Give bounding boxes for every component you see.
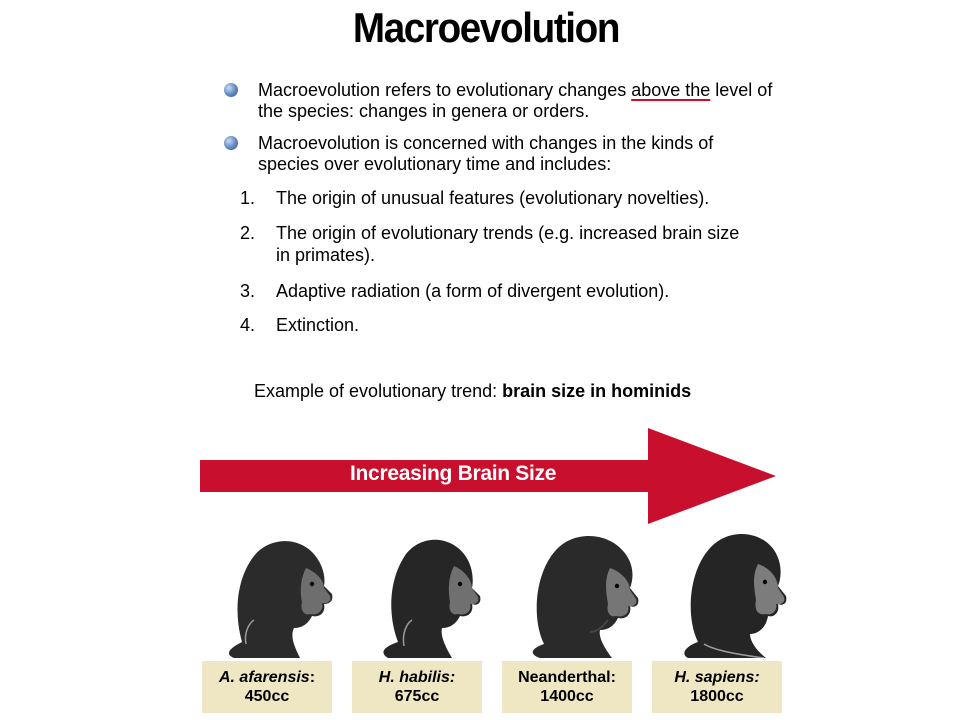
brain-volume: 1400cc: [540, 688, 594, 705]
neanderthal-head-illustration: [522, 524, 642, 658]
bullet-item: [224, 133, 764, 177]
list-text: The origin of unusual features (evolutionary novelties).: [276, 188, 710, 208]
example-prefix: Example of evolutionary trend:: [254, 381, 503, 401]
species-label-habilis: [352, 661, 482, 713]
underlined-phrase: above the: [631, 80, 711, 100]
species-label-afarensis: [202, 661, 332, 713]
list-number: 3.: [240, 281, 256, 301]
list-number: 1.: [240, 188, 256, 208]
list-item: [240, 280, 780, 302]
bullet-dot-icon: [224, 136, 238, 150]
brain-volume: 675cc: [394, 688, 440, 705]
species-label-neanderthal: [502, 661, 632, 713]
bullet-text-part: level of the species: changes in genera or orders.: [258, 80, 773, 121]
hominid-heads: [200, 524, 790, 658]
list-number: 4.: [240, 315, 256, 335]
list-text: The origin of evolutionary trends (e.g. increased brain size in primates).: [276, 223, 740, 265]
bullet-dot-icon: [224, 83, 238, 97]
sapiens-head-illustration: [674, 524, 794, 658]
bullet-text: [258, 80, 778, 122]
list-item: [240, 314, 780, 336]
list-item: [240, 222, 780, 266]
brain-volume: 1800cc: [690, 688, 744, 705]
species-name: H. habilis:: [378, 669, 456, 686]
species-name: Neanderthal:: [518, 669, 616, 686]
bullet-text: Macroevolution is concerned with changes in the kinds of species over evolutionary time and includes:: [258, 133, 714, 174]
list-text: Adaptive radiation (a form of divergent evolution).: [276, 281, 670, 301]
brain-volume: 450cc: [244, 688, 290, 705]
example-caption: [254, 380, 691, 402]
species-name: H. sapiens:: [674, 669, 760, 686]
arrow-label: Increasing Brain Size: [350, 462, 557, 485]
list-item: [240, 187, 780, 209]
afarensis-head-illustration: [214, 524, 334, 658]
example-bold: brain size in hominids: [502, 381, 692, 401]
increasing-brain-size-arrow: [200, 428, 776, 524]
habilis-head-illustration: [364, 524, 484, 658]
list-number: 2.: [240, 223, 256, 243]
bullet-text-part: Macroevolution refers to evolutionary changes: [258, 80, 632, 100]
species-label-sapiens: [652, 661, 782, 713]
bullet-item: [224, 80, 773, 124]
species-name: A. afarensis: [218, 669, 310, 686]
species-name-suffix: :: [309, 669, 316, 686]
list-text: Extinction.: [276, 315, 360, 335]
page-title: Macroevolution: [352, 4, 620, 51]
